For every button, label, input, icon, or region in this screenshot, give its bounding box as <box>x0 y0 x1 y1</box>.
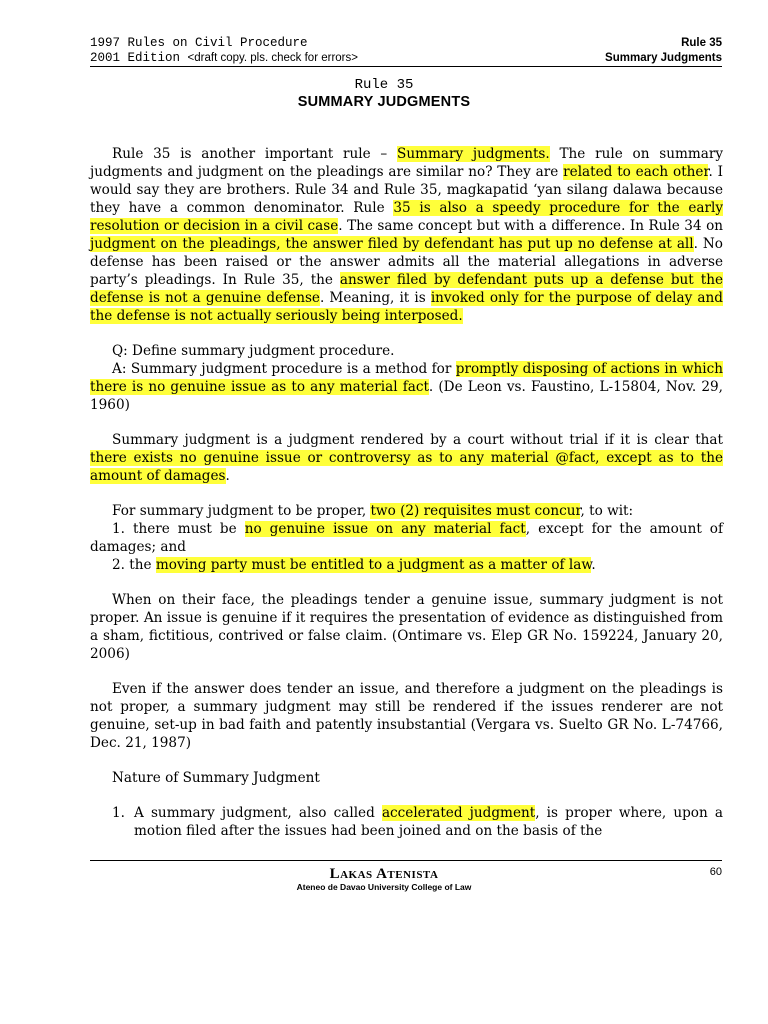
question: Q: Define summary judgment procedure. <box>112 343 395 359</box>
requisite-item: 1. there must be no genuine issue on any material fact, except for the amount of damages; and <box>90 521 724 555</box>
page-title: SUMMARY JUDGMENTS <box>297 94 471 110</box>
highlight: there exists no genuine issue or controversy as to any material @fact, except as to the amount of damages <box>90 450 723 484</box>
requisites-block <box>90 502 723 574</box>
header-rule-number: Rule 35 <box>681 37 722 49</box>
running-header-right <box>605 36 722 66</box>
highlight: moving party must be entitled to a judgment as a matter of law <box>155 557 592 573</box>
list-item <box>90 804 723 840</box>
requisite-item: 2. the moving party must be entitled to a judgment as a matter of law. <box>112 557 596 573</box>
definition-qa <box>90 342 723 414</box>
answer: A: Summary judgment procedure is a method for promptly disposing of actions in which there is no genuine issue as to any material fact. (De Leon vs. Faustino, L-15804, Nov. 29, 1960) <box>90 361 723 413</box>
header-draft-note: <draft copy. pls. check for errors> <box>187 52 358 64</box>
intro-paragraph: Rule 35 is another important rule – Summary judgments. The rule on summary judgments and judgment on the pleadings are similar no? They are related to each other. I would say they are brothers. Rule 34 and Rule 35, magkapatid ‘yan silang dalawa because they have a common denominator. Rule 35 is also a speedy procedure for the early resolution or decision in a civil case. The same concept but with a difference. In Rule 34 on judgment on the pleadings, the answer filed by defendant has put up no defense at all. No defense has been raised or the answer admits all the material allegations in adverse party’s pleadings. In Rule 35, the answer filed by defendant puts up a defense but the defense is not a genuine defense. Meaning, it is invoked only for the purpose of delay and the defense is not actually seriously being interposed. <box>90 146 724 324</box>
header-rule-title: Summary Judgments <box>605 52 722 64</box>
section-heading: Nature of Summary Judgment <box>112 770 320 786</box>
page-number: 60 <box>709 866 722 878</box>
footer-school: Ateneo de Davao University College of Law <box>296 882 472 892</box>
highlight: no genuine issue on any material fact <box>244 521 526 537</box>
list-text: A summary judgment, also called accelerated judgment, is proper where, upon a motion filed after the issues had been joined and on the basis of the <box>134 805 723 839</box>
requisites-intro: For summary judgment to be proper, two (2) requisites must concur, to wit: <box>112 503 634 519</box>
running-header-left <box>90 36 358 66</box>
document-body <box>90 145 723 840</box>
genuine-issue-paragraph: When on their face, the pleadings tender a genuine issue, summary judgment is not proper. An issue is genuine if it requires the presentation of evidence as distinguished from a sham, fictitious, contrived or false claim. (Ontimare vs. Elep GR No. 159224, January 20, 2006) <box>90 592 723 662</box>
header-edition: 2001 Edition <draft copy. pls. check for errors> <box>90 51 358 65</box>
highlight: related to each other <box>563 164 709 180</box>
footer-divider <box>90 860 722 861</box>
header-book-title: 1997 Rules on Civil Procedure <box>90 36 308 50</box>
highlight: promptly disposing of actions in which there is no genuine issue as to any material fact <box>90 361 723 395</box>
highlight: Summary judgments. <box>397 146 550 162</box>
highlight: answer filed by defendant puts up a defense but the defense is not a genuine defense <box>90 272 723 306</box>
rule-number: Rule 35 <box>354 77 414 93</box>
highlight: two (2) requisites must concur <box>370 503 581 519</box>
list-number: 1. <box>112 805 125 821</box>
highlight: invoked only for the purpose of delay and the defense is not actually seriously being interposed. <box>90 290 723 324</box>
bad-faith-paragraph: Even if the answer does tender an issue, and therefore a judgment on the pleadings is not proper, a summary judgment may still be rendered if the issues renderer are not genuine, set-up in bad faith and patently insubstantial (Vergara vs. Suelto GR No. L-74766, Dec. 21, 1987) <box>90 681 723 751</box>
highlight: judgment on the pleadings, the answer filed by defendant has put up no defense at all <box>90 236 694 252</box>
summary-judgment-paragraph: Summary judgment is a judgment rendered by a court without trial if it is clear that there exists no genuine issue or controversy as to any material @fact, except as to the amount of damages. <box>90 432 723 484</box>
highlight: 35 is also a speedy procedure for the early resolution or decision in a civil case <box>90 200 723 234</box>
header-divider <box>90 66 722 67</box>
highlight: accelerated judgment <box>381 805 536 821</box>
footer-brand: Lakas Atenista <box>329 866 439 882</box>
